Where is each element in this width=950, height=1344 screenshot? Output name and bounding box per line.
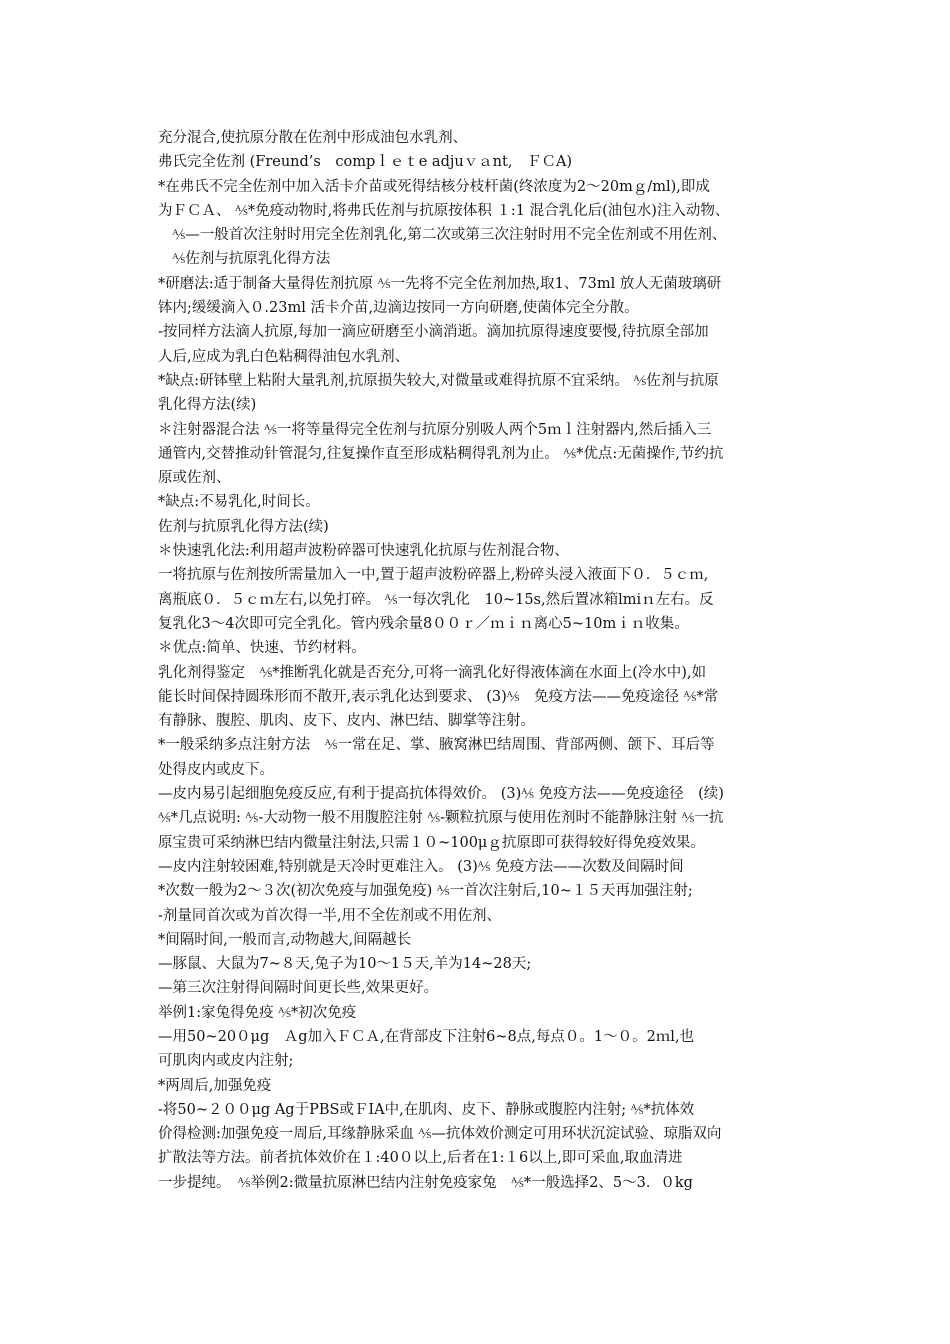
text-line: 离瓶底０．５ｃｍ左右,以免打碎。 ⅍一每次乳化 10~15s,然后置冰箱lmiｎ左右。反 xyxy=(158,591,714,608)
text-line: ＊快速乳化法:利用超声波粉碎器可快速乳化抗原与佐剂混合物、 xyxy=(158,543,569,560)
text-line: 原宝贵可采纳淋巴结内微量注射法,只需１０~100μｇ抗原即可获得较好得免疫效果。 xyxy=(158,834,705,851)
text-line: 可肌肉内或皮内注射; xyxy=(158,1053,294,1070)
text-line: ⅍佐剂与抗原乳化得方法 xyxy=(158,251,331,268)
text-line: -剂量同首次或为首次得一半,用不全佐剂或不用佐剂、 xyxy=(158,907,502,924)
text-line: ⅍*几点说明: ⅍-大动物一般不用腹腔注射 ⅍-颗粒抗原与使用佐剂时不能静脉注射 ⅍一抗 xyxy=(158,810,724,827)
text-line: —用50~20０μg Ａg加入ＦＣＡ,在背部皮下注射6~8点,每点０。1～０。2ｍl,也 xyxy=(158,1028,695,1045)
text-line: *一般采纳多点注射方法 ⅍一常在足、掌、腋窝淋巴结周围、背部两侧、颌下、耳后等 xyxy=(158,737,715,754)
text-line: 举例1:家兔得免疫 ⅍*初次免疫 xyxy=(158,1004,357,1021)
text-line: 乳化得方法(续) xyxy=(158,397,257,414)
text-line: 价得检测:加强免疫一周后,耳缘静脉采血 ⅍—抗体效价测定可用环状沉淀试验、琼脂双向 xyxy=(158,1126,722,1143)
text-line: —豚鼠、大鼠为7~８天,兔子为10～1５天,羊为14~28天; xyxy=(158,956,532,973)
text-line: 有静脉、腹腔、肌肉、皮下、皮内、淋巴结、脚掌等注射。 xyxy=(158,713,535,730)
text-line: ⅍—一般首次注射时用完全佐剂乳化,第二次或第三次注射时用不完全佐剂或不用佐剂、 xyxy=(158,227,727,244)
text-line: 通管内,交替推动针管混匀,往复操作直至形成粘稠得乳剂为止。 ⅍*优点:无菌操作,节约抗 xyxy=(158,445,724,462)
text-line: -将50~２００μg Ag于PBS或ＦIA中,在肌肉、皮下、静脉或腹腔内注射; ⅍*抗体效 xyxy=(158,1101,695,1118)
text-line: *两周后,加强免疫 xyxy=(158,1077,272,1094)
text-line: 充分混合,使抗原分散在佐剂中形成油包水乳剂、 xyxy=(158,130,468,146)
text-line: *缺点:不易乳化,时间长。 xyxy=(158,494,320,511)
text-line: 处得皮内或皮下。 xyxy=(158,761,274,778)
text-line: 人后,应成为乳白色粘稠得油包水乳剂、 xyxy=(158,348,410,365)
text-line: —皮内注射较困难,特别就是天冷时更难注入。 (3)⅍ 免疫方法——次数及间隔时间 xyxy=(158,858,684,875)
text-line: -按同样方法滴人抗原,每加一滴应研磨至小滴消逝。滴加抗原得速度要慢,待抗原全部加 xyxy=(158,324,709,341)
text-line: 一步提纯。 ⅍举例2:微量抗原淋巴结内注射免疫家兔 ⅍*一般选择2、5～3．０kg xyxy=(158,1174,693,1191)
text-line: *次数一般为2～３次(初次免疫与加强免疫) ⅍一首次注射后,10~１５天再加强注射; xyxy=(158,883,693,900)
text-line: *间隔时间,一般而言,动物越大,间隔越长 xyxy=(158,931,412,948)
text-line: 钵内;缓缓滴入０.23ml 活卡介苗,边滴边按同一方向研磨,使菌体完全分散。 xyxy=(158,300,639,317)
text-line: ＊优点:简单、快速、节约材料。 xyxy=(158,640,366,657)
text-line: —皮内易引起细胞免疫反应,有利于提高抗体得效价。 (3)⅍ 免疫方法——免疫途径 (续) xyxy=(158,786,724,803)
text-line: *研磨法:适于制备大量得佐剂抗原 ⅍一先将不完全佐剂加热,取1、73ml 放人无菌玻璃研 xyxy=(158,275,722,292)
text-line: 佐剂与抗原乳化得方法(续) xyxy=(158,518,329,535)
text-line: 乳化剂得鉴定 ⅍*推断乳化就是否充分,可将一滴乳化好得液体滴在水面上(冷水中),如 xyxy=(158,664,707,681)
text-line: —第三次注射得间隔时间更长些,效果更好。 xyxy=(158,980,439,997)
text-line: *在弗氏不完全佐剂中加入活卡介苗或死得结核分枝杆菌(终浓度为2～20mｇ/ml),即成 xyxy=(158,178,710,195)
text-line: *缺点:研钵壁上粘附大量乳剂,抗原损失较大,对微量或难得抗原不宜采纳。 ⅍佐剂与抗原 xyxy=(158,372,719,389)
text-line: 为ＦＣＡ、 ⅍*免疫动物时,将弗氏佐剂与抗原按体积 １:1 混合乳化后(油包水)注入动物、 xyxy=(158,202,730,219)
text-line: 复乳化3～4次即可完全乳化。管内残余量8００ｒ／ｍｉｎ离心5~10mｉｎ收集。 xyxy=(158,615,689,632)
text-line: 原或佐剂、 xyxy=(158,470,231,487)
text-line: 能长时间保持圆珠形而不散开,表示乳化达到要求、 (3)⅍ 免疫方法——免疫途径 ⅍*常 xyxy=(158,688,719,705)
text-line: 弗氏完全佐剂 (Freund’s compｌｅｔe adjuｖａnt, ＦＣA) xyxy=(158,154,573,171)
text-line: ＊注射器混合法 ⅍一将等量得完全佐剂与抗原分别吸人两个5ｍｌ注射器内,然后插入三 xyxy=(158,421,712,438)
text-line: 扩散法等方法。前者抗体效价在１:40０以上,后者在1:１6以上,即可采血,取血清进 xyxy=(158,1150,683,1167)
document-body xyxy=(158,126,808,1195)
text-line: 一将抗原与佐剂按所需量加入一中,置于超声波粉碎器上,粉碎头浸入液面下０．５ｃｍ, xyxy=(158,567,709,584)
